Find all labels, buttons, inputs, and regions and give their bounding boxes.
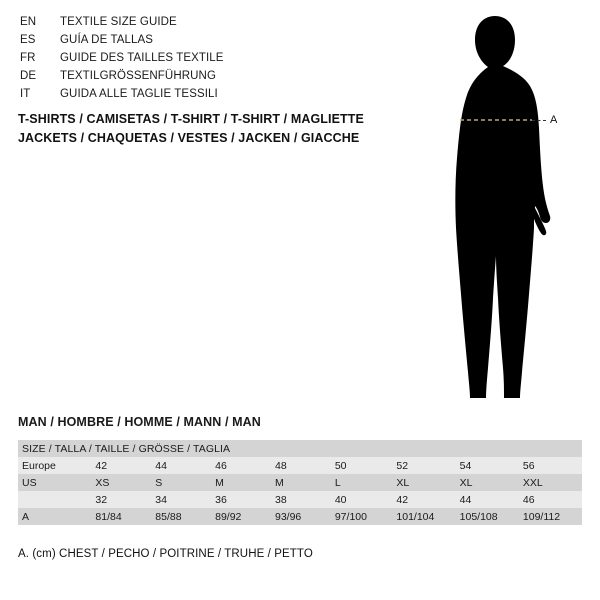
legend-row [20,88,400,106]
legend-language-code: IT [20,88,31,100]
cell-value: 42 [396,493,409,506]
legend-language-text: GUIDA ALLE TAGLIE TESSILI [60,88,218,100]
legend-language-text: GUÍA DE TALLAS [60,34,154,46]
cell-value: 109/112 [522,510,561,523]
figure-illustration [400,10,600,410]
cell-value: 52 [396,459,409,472]
legend-row [20,16,400,34]
table-row [18,457,582,474]
table-row [18,491,582,508]
cell-value: 46 [522,493,535,506]
legend-language-code: EN [20,16,37,28]
cell-value: XXL [522,476,543,489]
table-header-size: SIZE / TALLA / TAILLE / GRÖSSE / TAGLIA [22,442,231,455]
cell-value: L [334,476,341,489]
cell-value: 38 [274,493,287,506]
legend-row [20,70,400,88]
legend-row [20,34,400,52]
cell-value: M [274,476,284,489]
category-tshirts: T-SHIRTS / CAMISETAS / T-SHIRT / T-SHIRT / MAGLIETTE [18,112,364,126]
cell-value: 101/104 [396,510,435,523]
cell-value: 85/88 [155,510,182,523]
language-legend [20,16,400,106]
legend-language-text: GUIDE DES TAILLES TEXTILE [60,52,224,64]
cell-value: 50 [334,459,347,472]
cell-value: 48 [274,459,287,472]
measure-leader-line [532,120,546,121]
measure-label-a: A [550,114,558,126]
table-header-row [18,440,582,457]
table-row [18,508,582,525]
cell-value: XS [95,476,110,489]
cell-value: XL [396,476,410,489]
footnote-chest-measure: A. (cm) CHEST / PECHO / POITRINE / TRUHE / PETTO [18,548,313,560]
legend-language-code: FR [20,52,36,64]
legend-row [20,52,400,70]
cell-value: 89/92 [215,510,242,523]
size-table [18,440,582,525]
cell-value: S [155,476,163,489]
cell-value: 81/84 [95,510,122,523]
man-silhouette-icon [400,10,600,410]
row-label: A [22,510,30,523]
cell-value: 46 [215,459,227,472]
man-section-heading: MAN / HOMBRE / HOMME / MANN / MAN [18,415,261,429]
row-label [18,491,91,508]
cell-value: 40 [334,493,347,506]
category-jackets: JACKETS / CHAQUETAS / VESTES / JACKEN / GIACCHE [18,131,360,145]
cell-value: 34 [155,493,167,506]
legend-language-text: TEXTILE SIZE GUIDE [60,16,177,28]
row-label: US [22,476,37,489]
row-label: Europe [22,459,56,472]
legend-language-code: ES [20,34,36,46]
cell-value: 36 [215,493,227,506]
cell-value: 54 [459,459,472,472]
cell-value: 105/108 [459,510,498,523]
cell-value: 42 [95,459,108,472]
cell-value: 97/100 [334,510,367,523]
cell-value: 44 [155,459,167,472]
category-headings [18,110,418,148]
cell-value: 44 [459,493,472,506]
legend-language-text: TEXTILGRÖSSENFÜHRUNG [60,70,216,82]
cell-value: 93/96 [274,510,302,523]
cell-value: 32 [95,493,108,506]
cell-value: 56 [522,459,535,472]
cell-value: XL [459,476,473,489]
legend-language-code: DE [20,70,37,82]
table-row [18,474,582,491]
cell-value: M [215,476,224,489]
